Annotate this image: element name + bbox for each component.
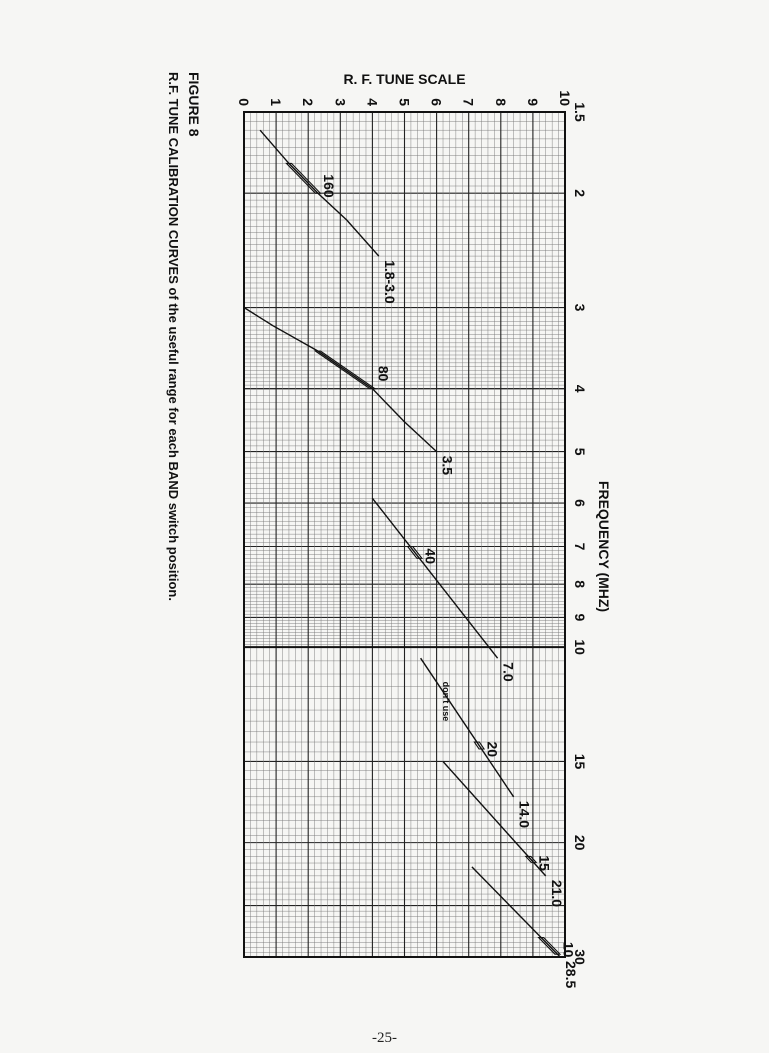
y-tick-label: 3	[332, 98, 349, 106]
x-tick-label: 15	[572, 753, 588, 770]
y-axis-label: R. F. TUNE SCALE	[343, 71, 466, 87]
curve-line	[421, 658, 514, 797]
x-tick-label: 9	[572, 613, 588, 622]
band-label: 160	[320, 174, 337, 198]
curve-group	[244, 130, 579, 988]
band-label: 40	[422, 548, 439, 565]
band-label: 20	[484, 741, 501, 758]
x-tick-label: 2	[572, 189, 588, 198]
x-tick-label: 10	[572, 639, 588, 655]
curve-line	[472, 867, 560, 957]
range-label: 28.5	[563, 961, 580, 989]
x-tick-label: 7	[572, 542, 588, 551]
x-tick-label: 4	[572, 384, 588, 393]
band-label: 80	[375, 365, 392, 382]
page-number: -25-	[372, 1030, 397, 1046]
x-tick-label: 1.5	[572, 102, 588, 122]
y-tick-label: 10	[557, 90, 573, 106]
y-tick-label: 9	[524, 98, 541, 106]
y-tick-label: 2	[300, 98, 317, 106]
x-tick-label: 30	[572, 949, 588, 965]
y-tick-label: 8	[492, 98, 509, 106]
range-label: 7.0	[500, 662, 517, 682]
y-tick-label: 7	[460, 98, 477, 106]
band-label: 15	[536, 855, 553, 871]
y-tick-label: 0	[236, 98, 252, 106]
x-tick-label: 6	[572, 499, 588, 507]
y-tick-label: 4	[364, 98, 381, 106]
figure-caption: R.F. TUNE CALIBRATION CURVES of the useful range for each BAND switch position.	[166, 72, 181, 601]
range-label: 14.0	[516, 800, 533, 829]
curve-line	[372, 498, 497, 658]
x-tick-label: 20	[572, 834, 588, 851]
range-label: 21.0	[548, 879, 565, 908]
figure-title: FIGURE 8	[186, 72, 202, 137]
range-label: 1.8-3.0	[381, 260, 398, 304]
x-axis-label: FREQUENCY (MHZ)	[596, 480, 612, 613]
band-label: 10	[560, 941, 577, 958]
x-tick-label: 8	[572, 580, 588, 589]
range-label: 3.5	[439, 455, 456, 476]
x-tick-label: 3	[572, 303, 588, 312]
chart-grid	[244, 112, 565, 957]
y-tick-label: 6	[428, 98, 445, 106]
y-tick-label: 1	[268, 98, 285, 106]
y-tick-label: 5	[396, 98, 413, 106]
x-tick-label: 5	[572, 447, 588, 456]
annotation-text: don't use	[441, 681, 452, 722]
